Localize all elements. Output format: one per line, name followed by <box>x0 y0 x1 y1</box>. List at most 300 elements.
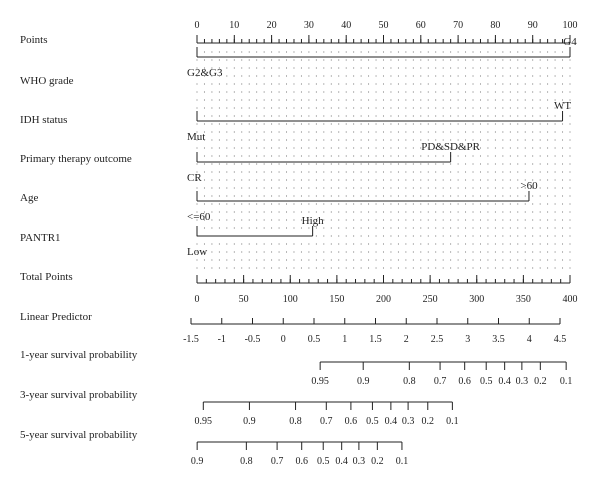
grid-dot <box>465 59 466 60</box>
grid-dot <box>435 211 436 212</box>
grid-dot <box>301 259 302 260</box>
grid-dot <box>540 155 541 156</box>
grid-dot <box>196 91 197 92</box>
grid-dot <box>271 203 272 204</box>
grid-dot <box>316 75 317 76</box>
grid-dot <box>204 91 205 92</box>
grid-dot <box>256 187 257 188</box>
grid-dot <box>256 163 257 164</box>
grid-dot <box>286 155 287 156</box>
grid-dot <box>219 131 220 132</box>
grid-dot <box>271 171 272 172</box>
grid-dot <box>286 211 287 212</box>
grid-dot <box>368 219 369 220</box>
grid-dot <box>465 171 466 172</box>
grid-dot <box>256 171 257 172</box>
grid-dot <box>562 219 563 220</box>
grid-dot <box>249 155 250 156</box>
grid-dot <box>308 187 309 188</box>
grid-dot <box>428 83 429 84</box>
grid-dot <box>226 83 227 84</box>
grid-dot <box>383 243 384 244</box>
grid-dot <box>383 107 384 108</box>
grid-dot <box>234 203 235 204</box>
grid-dot <box>390 51 391 52</box>
grid-dot <box>480 171 481 172</box>
grid-dot <box>219 195 220 196</box>
grid-dot <box>428 259 429 260</box>
grid-dot <box>204 243 205 244</box>
grid-dot <box>383 115 384 116</box>
grid-dot <box>264 83 265 84</box>
grid-dot <box>241 99 242 100</box>
grid-dot <box>547 99 548 100</box>
grid-dot <box>413 259 414 260</box>
grid-dot <box>353 67 354 68</box>
grid-dot <box>502 267 503 268</box>
grid-dot <box>353 155 354 156</box>
grid-dot <box>450 91 451 92</box>
grid-dot <box>510 187 511 188</box>
grid-dot <box>279 67 280 68</box>
grid-dot <box>398 259 399 260</box>
grid-dot <box>226 243 227 244</box>
grid-dot <box>211 195 212 196</box>
grid-dot <box>547 259 548 260</box>
grid-dot <box>241 211 242 212</box>
grid-dot <box>532 83 533 84</box>
grid-dot <box>293 171 294 172</box>
grid-dot <box>540 147 541 148</box>
grid-dot <box>420 171 421 172</box>
grid-dot <box>338 211 339 212</box>
grid-dot <box>196 147 197 148</box>
grid-dot <box>204 83 205 84</box>
grid-dot <box>450 67 451 68</box>
row-label-idh-status: IDH status <box>20 114 68 126</box>
points-tick-label: 30 <box>303 20 314 31</box>
grid-dot <box>316 91 317 92</box>
grid-dot <box>241 147 242 148</box>
grid-dot <box>234 163 235 164</box>
grid-dot <box>219 267 220 268</box>
grid-dot <box>398 59 399 60</box>
grid-dot <box>398 147 399 148</box>
grid-dot <box>234 107 235 108</box>
grid-dot <box>458 99 459 100</box>
grid-dot <box>368 75 369 76</box>
grid-dot <box>450 235 451 236</box>
grid-dot <box>316 67 317 68</box>
grid-dot <box>435 75 436 76</box>
survival-tick-label: 0.9 <box>190 456 204 467</box>
grid-dot <box>361 123 362 124</box>
grid-dot <box>405 195 406 196</box>
grid-dot <box>226 203 227 204</box>
grid-dot <box>331 123 332 124</box>
grid-dot <box>510 259 511 260</box>
grid-dot <box>562 203 563 204</box>
survival-label-1: 1-year survival probability <box>20 349 138 361</box>
grid-dot <box>308 139 309 140</box>
linear-predictor-tick-label: 2 <box>403 334 409 345</box>
grid-dot <box>562 235 563 236</box>
survival-tick-label: 0.5 <box>479 376 493 387</box>
grid-dot <box>383 171 384 172</box>
grid-dot <box>346 163 347 164</box>
grid-dot <box>256 267 257 268</box>
grid-dot <box>465 179 466 180</box>
grid-dot <box>219 83 220 84</box>
grid-dot <box>375 259 376 260</box>
grid-dot <box>487 59 488 60</box>
grid-dot <box>361 203 362 204</box>
grid-dot <box>383 91 384 92</box>
grid-dot <box>361 171 362 172</box>
grid-dot <box>361 75 362 76</box>
grid-dot <box>353 99 354 100</box>
grid-dot <box>540 251 541 252</box>
grid-dot <box>540 83 541 84</box>
grid-dot <box>502 91 503 92</box>
grid-dot <box>428 251 429 252</box>
grid-dot <box>569 211 570 212</box>
grid-dot <box>346 171 347 172</box>
grid-dot <box>301 59 302 60</box>
grid-dot <box>480 211 481 212</box>
grid-dot <box>204 123 205 124</box>
grid-dot <box>443 195 444 196</box>
linear-predictor-tick-label: 3 <box>465 334 471 345</box>
grid-dot <box>495 75 496 76</box>
survival-tick-label: 0.9 <box>356 376 370 387</box>
grid-dot <box>540 171 541 172</box>
grid-dot <box>353 227 354 228</box>
grid-dot <box>562 267 563 268</box>
grid-dot <box>279 107 280 108</box>
grid-dot <box>502 259 503 260</box>
grid-dot <box>510 219 511 220</box>
grid-dot <box>219 155 220 156</box>
grid-dot <box>502 123 503 124</box>
grid-dot <box>264 131 265 132</box>
grid-dot <box>338 107 339 108</box>
grid-dot <box>331 107 332 108</box>
grid-dot <box>293 179 294 180</box>
grid-dot <box>211 59 212 60</box>
grid-dot <box>264 155 265 156</box>
grid-dot <box>226 91 227 92</box>
grid-dot <box>375 243 376 244</box>
grid-dot <box>293 91 294 92</box>
grid-dot <box>249 107 250 108</box>
grid-dot <box>428 123 429 124</box>
grid-dot <box>346 123 347 124</box>
grid-dot <box>443 243 444 244</box>
grid-dot <box>465 259 466 260</box>
grid-dot <box>547 91 548 92</box>
grid-dot <box>301 211 302 212</box>
grid-dot <box>428 155 429 156</box>
grid-dot <box>383 131 384 132</box>
grid-dot <box>331 147 332 148</box>
grid-dot <box>487 227 488 228</box>
grid-dot <box>353 83 354 84</box>
grid-dot <box>450 267 451 268</box>
grid-dot <box>435 251 436 252</box>
grid-dot <box>211 171 212 172</box>
grid-dot <box>211 115 212 116</box>
grid-dot <box>308 59 309 60</box>
linear-predictor-tick-label: 4 <box>526 334 532 345</box>
grid-dot <box>331 219 332 220</box>
grid-dot <box>353 131 354 132</box>
grid-dot <box>510 59 511 60</box>
grid-dot <box>346 75 347 76</box>
grid-dot <box>308 123 309 124</box>
grid-dot <box>450 179 451 180</box>
grid-dot <box>413 211 414 212</box>
grid-dot <box>465 107 466 108</box>
grid-dot <box>435 59 436 60</box>
grid-dot <box>271 99 272 100</box>
grid-dot <box>368 211 369 212</box>
grid-dot <box>390 131 391 132</box>
grid-dot <box>361 131 362 132</box>
grid-dot <box>420 235 421 236</box>
grid-dot <box>301 171 302 172</box>
grid-dot <box>316 251 317 252</box>
grid-dot <box>465 267 466 268</box>
grid-dot <box>487 155 488 156</box>
grid-dot <box>547 147 548 148</box>
grid-dot <box>428 187 429 188</box>
points-tick-label: 0 <box>194 20 200 31</box>
survival-tick-label: 0.4 <box>335 456 348 467</box>
grid-dot <box>323 139 324 140</box>
grid-dot <box>555 123 556 124</box>
grid-dot <box>413 227 414 228</box>
grid-dot <box>435 163 436 164</box>
grid-dot <box>450 51 451 52</box>
grid-dot <box>346 99 347 100</box>
grid-dot <box>517 171 518 172</box>
grid-dot <box>323 75 324 76</box>
grid-dot <box>279 267 280 268</box>
grid-dot <box>502 171 503 172</box>
grid-dot <box>346 155 347 156</box>
grid-dot <box>555 131 556 132</box>
grid-dot <box>525 219 526 220</box>
grid-dot <box>495 227 496 228</box>
grid-dot <box>525 227 526 228</box>
grid-dot <box>316 267 317 268</box>
grid-dot <box>390 115 391 116</box>
grid-dot <box>301 187 302 188</box>
grid-dot <box>495 267 496 268</box>
grid-dot <box>398 75 399 76</box>
grid-dot <box>375 139 376 140</box>
grid-dot <box>308 147 309 148</box>
grid-dot <box>361 155 362 156</box>
grid-dot <box>323 67 324 68</box>
grid-dot <box>241 59 242 60</box>
grid-dot <box>562 243 563 244</box>
grid-dot <box>264 139 265 140</box>
grid-dot <box>219 59 220 60</box>
grid-dot <box>510 131 511 132</box>
grid-dot <box>398 123 399 124</box>
grid-dot <box>249 203 250 204</box>
grid-dot <box>234 155 235 156</box>
grid-dot <box>346 267 347 268</box>
grid-dot <box>234 227 235 228</box>
grid-dot <box>510 147 511 148</box>
grid-dot <box>375 251 376 252</box>
grid-dot <box>271 259 272 260</box>
grid-dot <box>301 195 302 196</box>
grid-dot <box>323 99 324 100</box>
grid-dot <box>435 187 436 188</box>
grid-dot <box>532 67 533 68</box>
who-grade-level-label: G4 <box>563 36 577 48</box>
grid-dot <box>308 227 309 228</box>
grid-dot <box>346 67 347 68</box>
grid-dot <box>398 83 399 84</box>
grid-dot <box>241 115 242 116</box>
grid-dot <box>502 107 503 108</box>
grid-dot <box>562 59 563 60</box>
grid-dot <box>241 187 242 188</box>
grid-dot <box>458 75 459 76</box>
grid-dot <box>383 179 384 180</box>
grid-dot <box>443 203 444 204</box>
grid-dot <box>331 227 332 228</box>
grid-dot <box>331 163 332 164</box>
grid-dot <box>368 67 369 68</box>
grid-dot <box>428 211 429 212</box>
grid-dot <box>405 227 406 228</box>
grid-dot <box>495 123 496 124</box>
grid-dot <box>472 203 473 204</box>
grid-dot <box>398 131 399 132</box>
grid-dot <box>226 99 227 100</box>
grid-dot <box>234 51 235 52</box>
grid-dot <box>435 259 436 260</box>
grid-dot <box>487 187 488 188</box>
grid-dot <box>450 115 451 116</box>
grid-dot <box>428 51 429 52</box>
grid-dot <box>405 131 406 132</box>
grid-dot <box>241 139 242 140</box>
grid-dot <box>420 123 421 124</box>
grid-dot <box>308 67 309 68</box>
idh-status-level-label: Mut <box>187 131 206 143</box>
grid-dot <box>517 267 518 268</box>
survival-tick-label: 0.8 <box>240 456 253 467</box>
grid-dot <box>562 147 563 148</box>
survival-tick-label: 0.7 <box>270 456 284 467</box>
grid-dot <box>211 147 212 148</box>
grid-dot <box>532 139 533 140</box>
grid-dot <box>271 123 272 124</box>
grid-dot <box>249 83 250 84</box>
grid-dot <box>293 211 294 212</box>
grid-dot <box>264 99 265 100</box>
grid-dot <box>293 123 294 124</box>
grid-dot <box>532 195 533 196</box>
grid-dot <box>338 243 339 244</box>
grid-dot <box>480 115 481 116</box>
grid-dot <box>405 115 406 116</box>
grid-dot <box>331 259 332 260</box>
grid-dot <box>346 139 347 140</box>
grid-dot <box>308 75 309 76</box>
grid-dot <box>487 259 488 260</box>
grid-dot <box>495 59 496 60</box>
grid-dot <box>301 227 302 228</box>
grid-dot <box>353 211 354 212</box>
grid-dot <box>450 203 451 204</box>
grid-dot <box>249 187 250 188</box>
grid-dot <box>472 51 473 52</box>
grid-dot <box>517 235 518 236</box>
grid-dot <box>353 147 354 148</box>
grid-dot <box>487 91 488 92</box>
grid-dot <box>256 179 257 180</box>
grid-dot <box>375 75 376 76</box>
grid-dot <box>398 115 399 116</box>
grid-dot <box>316 123 317 124</box>
grid-dot <box>517 131 518 132</box>
idh-status-level-label: WT <box>553 100 572 112</box>
grid-dot <box>279 219 280 220</box>
grid-dot <box>264 203 265 204</box>
grid-dot <box>458 243 459 244</box>
grid-dot <box>540 107 541 108</box>
grid-dot <box>293 203 294 204</box>
grid-dot <box>443 59 444 60</box>
survival-tick-label: 0.5 <box>316 456 330 467</box>
grid-dot <box>510 139 511 140</box>
grid-dot <box>540 163 541 164</box>
grid-dot <box>540 139 541 140</box>
grid-dot <box>540 211 541 212</box>
grid-dot <box>450 211 451 212</box>
grid-dot <box>510 155 511 156</box>
grid-dot <box>495 187 496 188</box>
grid-dot <box>562 91 563 92</box>
grid-dot <box>480 163 481 164</box>
survival-tick-label: 0.3 <box>401 416 415 427</box>
grid-dot <box>413 131 414 132</box>
who-grade-level-label: G2&G3 <box>187 67 223 79</box>
grid-dot <box>331 59 332 60</box>
grid-dot <box>413 67 414 68</box>
grid-dot <box>286 107 287 108</box>
grid-dot <box>353 251 354 252</box>
grid-dot <box>271 163 272 164</box>
grid-dot <box>353 163 354 164</box>
grid-dot <box>361 163 362 164</box>
grid-dot <box>338 267 339 268</box>
grid-dot <box>264 115 265 116</box>
grid-dot <box>279 115 280 116</box>
grid-dot <box>569 59 570 60</box>
grid-dot <box>547 203 548 204</box>
grid-dot <box>331 187 332 188</box>
grid-dot <box>286 123 287 124</box>
